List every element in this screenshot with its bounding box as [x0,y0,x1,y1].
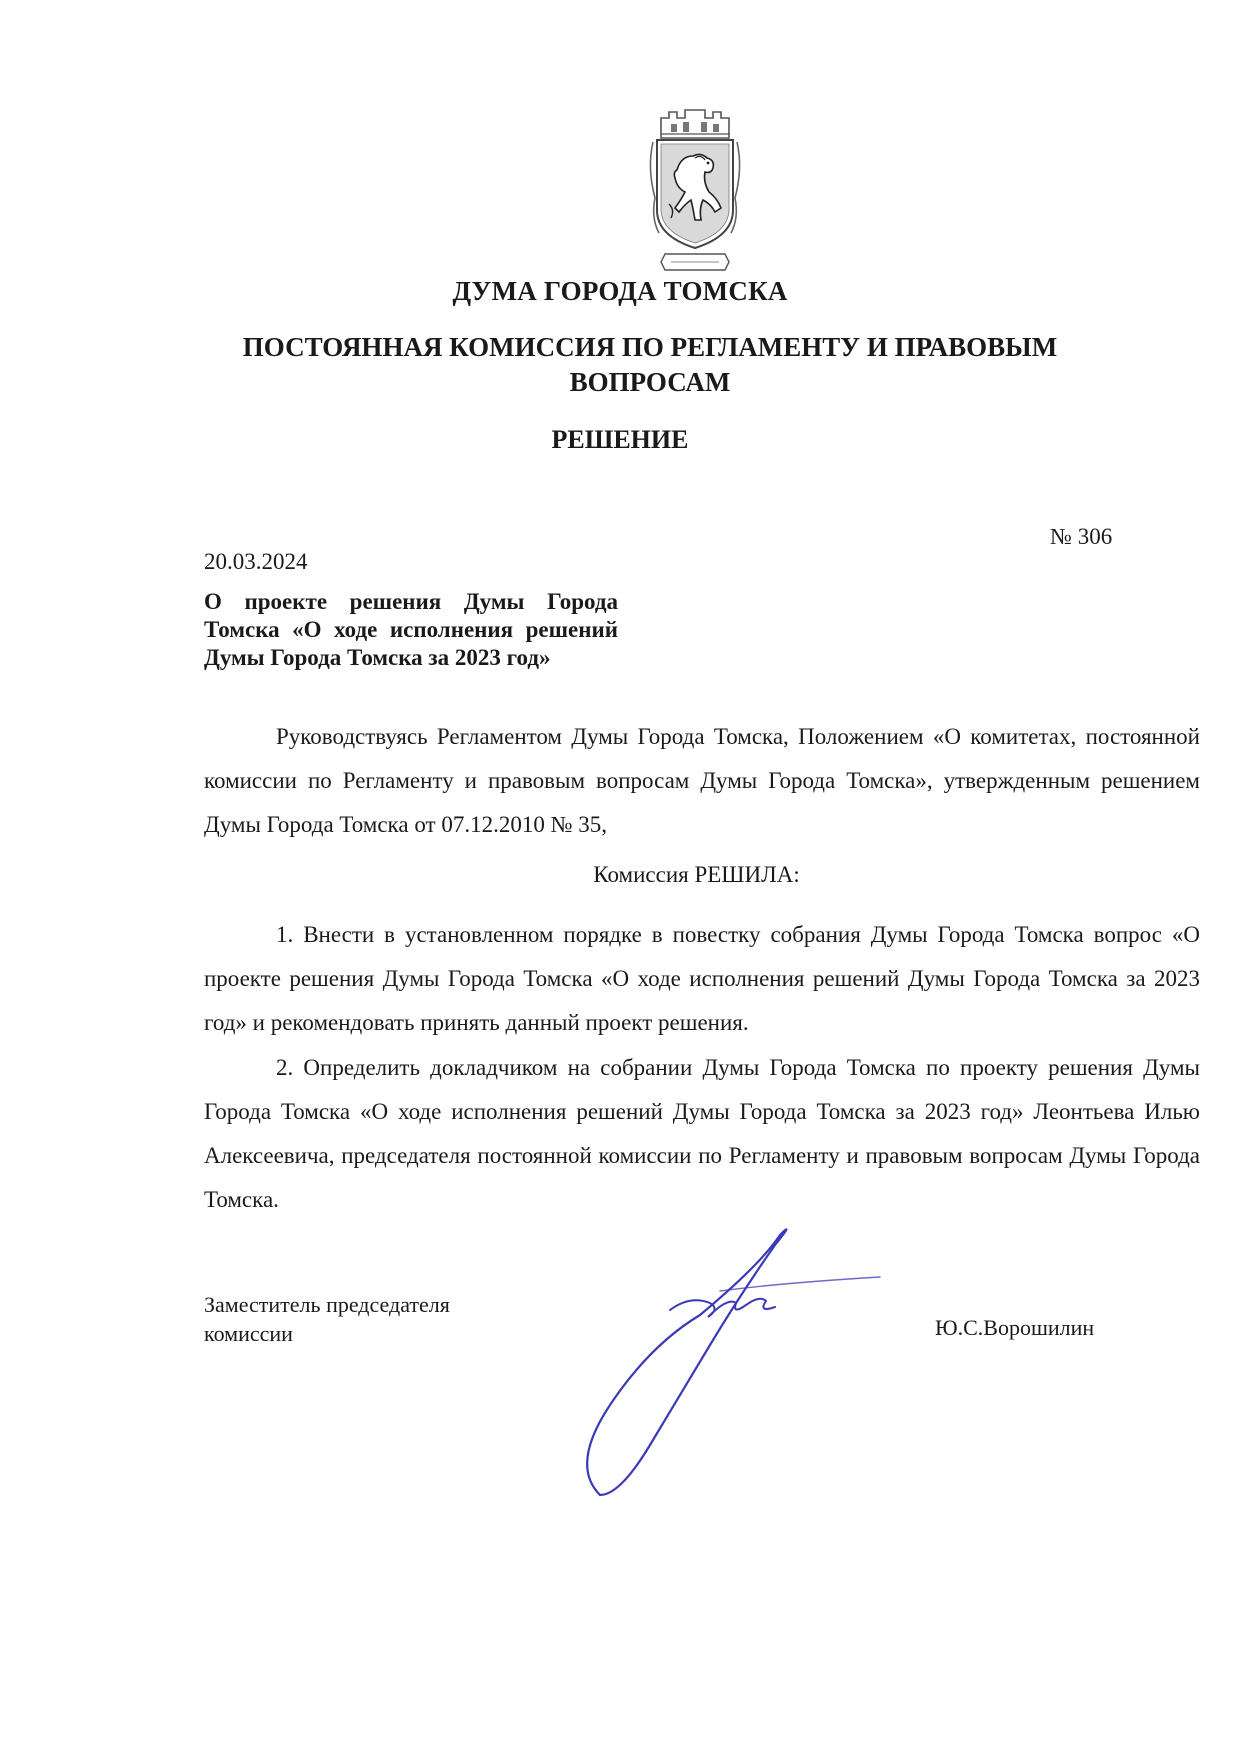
document-date: 20.03.2024 [204,549,308,574]
organization-title: ДУМА ГОРОДА ТОМСКА [452,276,788,306]
signatory-position-line-1: Заместитель председателя [204,1292,450,1317]
signatory-name: Ю.С.Ворошилин [935,1315,1095,1340]
commission-title-line-2: ВОПРОСАМ [569,367,731,397]
document-subject: О проекте решения Думы Города Томска «О ходе исполнения решений Думы Города Томска за 2023 год» [204,589,618,670]
document-type: РЕШЕНИЕ [551,425,689,454]
resolution-item-2: 2. Определить докладчиком на собрании Думы Города Томска по проекту решения Думы Города Томска «О ходе исполнения решений Думы Города Томска за 2023 год» Леонтьева Илью Алексеевича, председателя постоянной комиссии по Регламенту и правовым вопросам Думы Города Томска. [204,1055,1200,1212]
commission-title-line-1: ПОСТОЯННАЯ КОМИССИЯ ПО РЕГЛАМЕНТУ И ПРАВОВЫМ [242,332,1058,362]
intro-paragraph: Руководствуясь Регламентом Думы Города Томска, Положением «О комитетах, постоянной комиссии по Регламенту и правовым вопросам Думы Города Томска», утвержденным решением Думы Города Томска от 07.12.2010 № 35, [204,724,1200,837]
city-coat-of-arms-icon [645,108,745,280]
resolution-item-1: 1. Внести в установленном порядке в повестку собрания Думы Города Томска вопрос «О проекте решения Думы Города Томска «О ходе исполнения решений Думы Города Томска за 2023 год» и рекомендовать принять данный проект решения. [204,922,1200,1035]
signatory-position-line-2: комиссии [204,1321,293,1346]
handwritten-signature [560,1225,900,1505]
resolution-heading: Комиссия РЕШИЛА: [593,862,800,887]
commission-title [200,330,1100,400]
document-number: № 306 [1050,524,1113,549]
signatory-position [204,1290,450,1348]
